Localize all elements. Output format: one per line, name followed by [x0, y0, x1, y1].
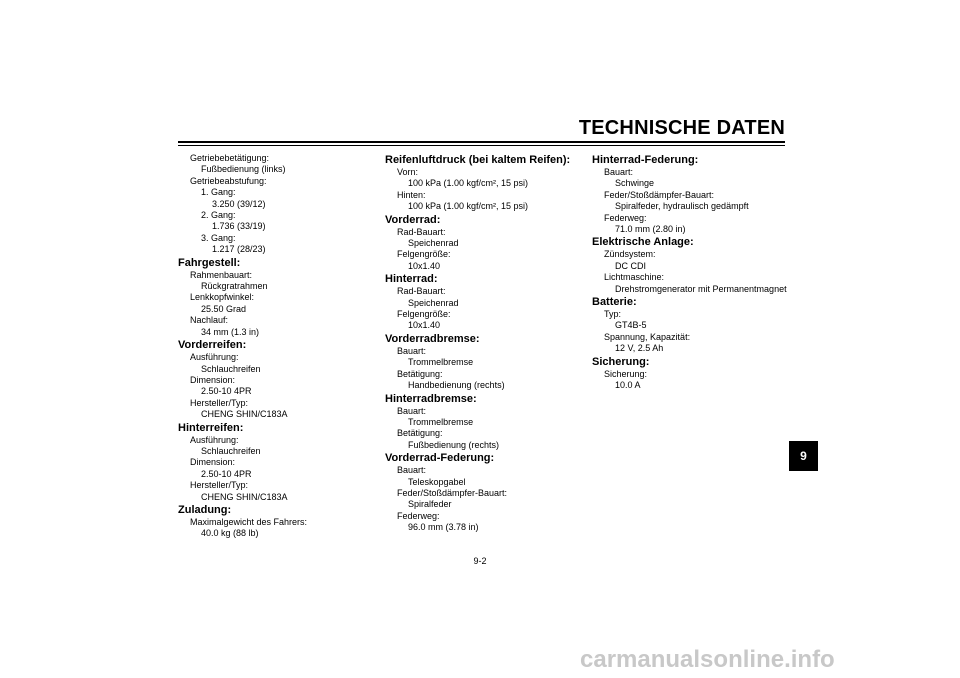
spec-line: Felgengröße: — [397, 249, 451, 260]
spec-line: GT4B-5 — [615, 320, 647, 331]
spec-line: 34 mm (1.3 in) — [201, 326, 260, 337]
section-heading: Vorderreifen: — [178, 339, 247, 352]
watermark: carmanualsonline.info — [580, 646, 835, 673]
section-heading: Hinterradbremse: — [385, 392, 477, 405]
section-heading: Batterie: — [592, 296, 637, 309]
spec-line: Lenkkopfwinkel: — [190, 292, 255, 303]
chapter-tab: 9 — [789, 441, 818, 471]
spec-line: Bauart: — [397, 345, 427, 356]
spec-line: Handbedienung (rechts) — [408, 380, 505, 391]
spec-line: Federweg: — [397, 510, 440, 521]
section-heading: Sicherung: — [592, 355, 650, 368]
spec-line: Rad-Bauart: — [397, 226, 446, 237]
spec-line: Fußbedienung (rechts) — [408, 439, 500, 450]
spec-line: Dimension: — [190, 374, 236, 385]
section-heading: Vorderrad: — [385, 213, 441, 226]
spec-line: Bauart: — [397, 465, 427, 476]
spec-line: Maximalgewicht des Fahrers: — [190, 516, 308, 527]
spec-column-3 — [592, 153, 792, 392]
page-title: TECHNISCHE DATEN — [578, 117, 785, 139]
spec-line: Ausführung: — [190, 352, 239, 363]
spec-line: 71.0 mm (2.80 in) — [615, 224, 686, 235]
section-heading: Zuladung: — [178, 503, 232, 516]
section-heading: Vorderradbremse: — [385, 332, 480, 345]
spec-line: 40.0 kg (88 lb) — [201, 528, 259, 539]
spec-line: 10x1.40 — [408, 320, 441, 331]
spec-line: 25.50 Grad — [201, 303, 247, 314]
spec-line: Federweg: — [604, 212, 647, 223]
section-heading: Hinterrad-Federung: — [592, 154, 699, 166]
spec-line: 3. Gang: — [201, 232, 236, 243]
spec-line: Lichtmaschine: — [604, 272, 665, 283]
spec-line: Rückgratrahmen — [201, 281, 268, 292]
spec-line: 1.217 (28/23) — [212, 244, 266, 255]
spec-line: Dimension: — [190, 457, 236, 468]
spec-line: Rad-Bauart: — [397, 286, 446, 297]
spec-line: 2. Gang: — [201, 210, 236, 221]
spec-line: Hinten: — [397, 189, 426, 200]
spec-line: DC CDI — [615, 260, 646, 271]
spec-line: Speichenrad — [408, 297, 459, 308]
spec-line: 2.50-10 4PR — [201, 468, 252, 479]
spec-line: Hersteller/Typ: — [190, 480, 249, 491]
spec-line: Bauart: — [604, 167, 634, 177]
spec-line: Teleskopgabel — [408, 476, 466, 487]
spec-line: 12 V, 2.5 Ah — [615, 343, 664, 354]
section-heading: Hinterrad: — [385, 273, 438, 286]
spec-line: Ausführung: — [190, 434, 239, 445]
spec-line: 100 kPa (1.00 kgf/cm², 15 psi) — [408, 178, 529, 189]
spec-line: Betätigung: — [397, 428, 443, 439]
spec-line: 10.0 A — [615, 380, 641, 391]
spec-line: 3.250 (39/12) — [212, 198, 266, 209]
spec-line: Schlauchreifen — [201, 445, 261, 456]
spec-line: Hersteller/Typ: — [190, 397, 249, 408]
title-rule — [178, 141, 785, 143]
spec-line: Schlauchreifen — [201, 363, 261, 374]
spec-line: Drehstromgenerator mit Permanentmagnet — [615, 283, 787, 294]
spec-line: 2.50-10 4PR — [201, 386, 252, 397]
spec-line: 100 kPa (1.00 kgf/cm², 15 psi) — [408, 201, 529, 212]
spec-line: CHENG SHIN/C183A — [201, 409, 288, 420]
title-rule-thin — [178, 145, 785, 146]
spec-line: 96.0 mm (3.78 in) — [408, 522, 479, 533]
spec-column-1 — [178, 153, 368, 540]
spec-line: Schwinge — [615, 178, 655, 189]
spec-column-2 — [385, 153, 575, 534]
spec-line: Getriebeabstufung: — [190, 175, 267, 186]
section-heading: Hinterreifen: — [178, 421, 244, 434]
spec-line: Getriebebetätigung: — [190, 153, 270, 163]
spec-line: Sicherung: — [604, 368, 648, 379]
spec-line: Spannung, Kapazität: — [604, 331, 691, 342]
page-number: 9-2 — [473, 556, 487, 566]
spec-line: Rahmenbauart: — [190, 269, 253, 280]
spec-line: CHENG SHIN/C183A — [201, 491, 288, 502]
spec-line: Typ: — [604, 309, 622, 320]
spec-line: Fußbedienung (links) — [201, 164, 286, 175]
section-heading: Vorderrad-Federung: — [385, 452, 495, 465]
spec-line: Vorn: — [397, 167, 419, 177]
spec-line: Spiralfeder — [408, 499, 452, 510]
spec-line: Bauart: — [397, 405, 427, 416]
spec-line: Feder/Stoßdämpfer-Bauart: — [397, 487, 508, 498]
spec-line: Zündsystem: — [604, 249, 656, 260]
spec-line: Trommelbremse — [408, 416, 474, 427]
spec-line: 1. Gang: — [201, 187, 236, 198]
spec-line: 10x1.40 — [408, 260, 441, 271]
section-heading: Reifenluftdruck (bei kaltem Reifen): — [385, 154, 571, 166]
section-heading: Fahrgestell: — [178, 256, 241, 269]
spec-line: Trommelbremse — [408, 357, 474, 368]
spec-line: 1.736 (33/19) — [212, 221, 266, 232]
section-heading: Elektrische Anlage: — [592, 236, 694, 249]
spec-line: Spiralfeder, hydraulisch gedämpft — [615, 201, 749, 212]
spec-line: Felgengröße: — [397, 309, 451, 320]
spec-line: Speichenrad — [408, 238, 459, 249]
spec-line: Feder/Stoßdämpfer-Bauart: — [604, 189, 715, 200]
spec-line: Nachlauf: — [190, 315, 229, 326]
spec-line: Betätigung: — [397, 368, 443, 379]
